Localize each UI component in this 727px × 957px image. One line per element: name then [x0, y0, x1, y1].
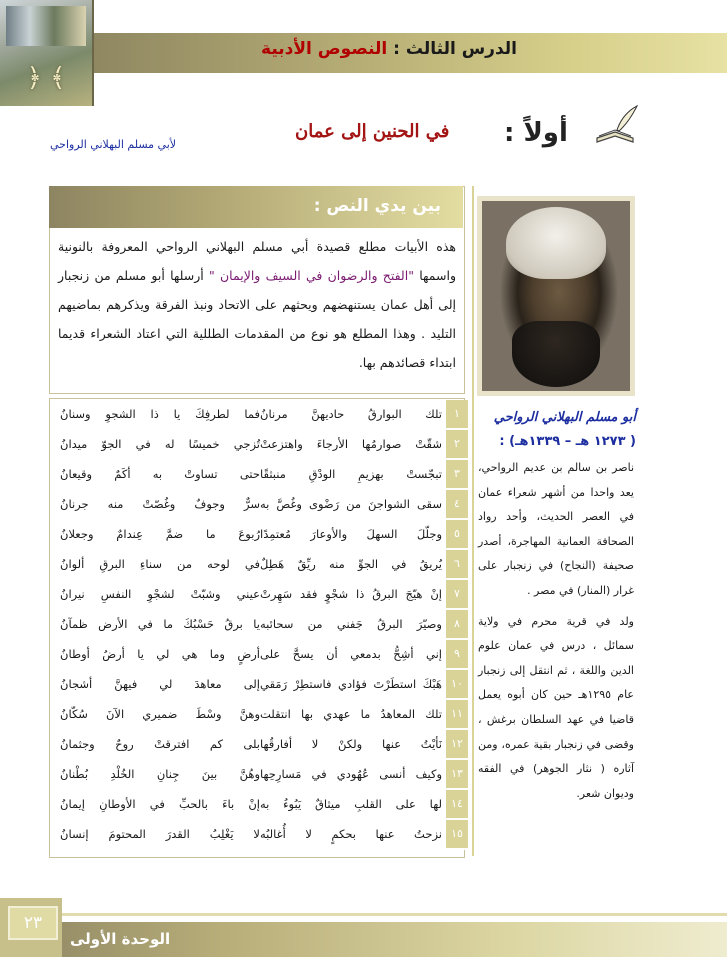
verse-number: ٥ — [446, 520, 468, 550]
poem-title: في الحنين إلى عمان — [295, 121, 450, 142]
header-thumbnail — [0, 0, 94, 106]
verse-second-hemistich: سرٌّ وجوفٌ وغُصّتْ منه جرنانُ — [60, 497, 260, 511]
lesson-prefix: الدرس الثالث : — [387, 39, 517, 59]
verse-second-hemistich: تُزجي خميسًا له في الجوّ ميدانُ — [60, 437, 260, 451]
poem-name-highlight: "الفتح والرضوان في السيف والإيمان " — [209, 268, 414, 283]
verse-second-hemistich: بلى كم افترقتْ روحٌ وجثمانُ — [60, 737, 260, 751]
verse-second-hemistich: وهنَّ وسْطَ ضميري الآنَ سُكّانُ — [60, 707, 260, 721]
verse-second-hemistich: رُبوعَ ما ضمَّ عِندامٌ وجعلانُ — [60, 527, 260, 541]
verse-first-hemistich: إني أشِحُّ بدمعي أن يسحَّ على — [260, 647, 442, 661]
footer-rule — [0, 913, 727, 916]
verse-first-hemistich: إنْ هيّجَ البرقُ ذا شجْوٍ فقد سَهِرتْ — [260, 587, 442, 601]
verse-first-hemistich: وصيّرَ البرقُ جَفني من سحائبه — [260, 617, 442, 631]
verse-first-hemistich: تلك المعاهدُ ما عهدي بها انتقلت — [260, 707, 442, 721]
verse-second-hemistich: حتى تساوتْ به أكَمٌ وقيعانُ — [60, 467, 260, 481]
verse-second-hemistich: أرضٍ وما هي لي يا أرضُ أوطانُ — [60, 647, 260, 661]
poet-photo — [482, 201, 630, 391]
poet-bio — [478, 456, 634, 806]
lesson-title — [261, 39, 517, 59]
verse-second-hemistich: فما لطرفِكَ يا ذا الشجوِ وسنانُ — [60, 407, 260, 421]
verse-number: ١١ — [446, 700, 468, 730]
verse-number: ٦ — [446, 550, 468, 580]
verse-number: ١ — [446, 400, 468, 430]
verse-first-hemistich: يُريقُ في الجوِّ منه ريِّقٌ هَطِلٌ — [260, 557, 442, 571]
verse-first-hemistich: وكيف أنسى عُهُودي في مَسارِحِها — [260, 767, 442, 781]
intro-text-a: هذه الأبيات مطلع قصيدة أبي مسلم البهلاني الرواحي المعروفة بالنونية واسمها — [58, 239, 456, 283]
thumbnail-logo: ﴿ ﴾ — [26, 63, 66, 93]
verse-second-hemistich: إنْ باءَ بالحبِّ في الأوطانِ إيمانُ — [60, 797, 260, 811]
verse-second-hemistich: يا برقُ حَسْبُكَ ما في الأرض ظمآنُ — [60, 617, 260, 631]
verse-first-hemistich: تلك البوارقُ حاديهنَّ مرنانُ — [260, 407, 442, 421]
verse-first-hemistich: وجلّلَ السهلَ والأوعارَ مُعتمِدًا — [260, 527, 442, 541]
intro-text — [58, 232, 456, 377]
poet-name: أبو مسلم البهلاني الرواحي — [493, 410, 636, 425]
verse-second-hemistich: وهُنَّ بينَ جِنانِ الخُلْدِ بُطْنانُ — [60, 767, 260, 781]
verse-number: ١٤ — [446, 790, 468, 820]
verse-first-hemistich: تبجّستْ بهزيمِ الودْقِ منبثقًا — [260, 467, 442, 481]
book-feather-icon — [591, 104, 639, 152]
page-number: ٢٣ — [8, 906, 58, 940]
verse-number: ٨ — [446, 610, 468, 640]
unit-label: الوحدة الأولى — [70, 930, 171, 948]
verse-second-hemistich: في لوحه من سناءِ البرقِ ألوانُ — [60, 557, 260, 571]
verse-number: ٩ — [446, 640, 468, 670]
bio-paragraph-1: ناصر بن سالم بن عديم الرواحي، يعد واحدا من أشهر شعراء عمان في العصر الحديث، وأحد رواد الصحافة العمانية المهاجرة، أصدر صحيفة (النجاح) في زنجبار على غرار (المنار) في مصر . — [478, 461, 634, 597]
lesson-type: النصوص الأدبية — [261, 39, 388, 59]
section-label: أولاً : — [504, 118, 568, 148]
intro-text-b: أرسلها أبو مسلم من زنجبار إلى أهل عمان يستنهضهم ويحثهم على الاتحاد ونبذ الفرقة ويذكرهم بماضيهم التليد . وهذا المطلع هو نوع من المقدمات الطللية التي اعتاد الشعراء قديما ابتداء قصائدهم بها. — [58, 268, 456, 370]
verse-first-hemistich: هَبْكَ استطَرْتَ فؤادي فاستطِرْ رَمَقي — [260, 677, 442, 691]
poet-credit: لأبي مسلم البهلاني الرواحي — [50, 138, 177, 151]
verse-number: ١٠ — [446, 670, 468, 700]
verse-number: ٤ — [446, 490, 468, 520]
verse-first-hemistich: لها على القلبِ ميثاقٌ يَبُوءُ به — [260, 797, 442, 811]
verse-second-hemistich: إلى معاهدَ لي فيهنَّ أشجانُ — [60, 677, 260, 691]
verse-number: ٧ — [446, 580, 468, 610]
verse-first-hemistich: نَأيْتُ عنها ولكنْ لا أفارقُها — [260, 737, 442, 751]
verse-second-hemistich: عيني وشبّتْ لشجْوِ النفسِ نيرانُ — [60, 587, 260, 601]
verse-second-hemistich: لا يَغْلِبُ القدرَ المحتومَ إنسانُ — [60, 827, 260, 841]
intro-heading: بين يدي النص : — [313, 196, 441, 216]
bio-paragraph-2: ولد في قرية محرم في ولاية سمائل ، درس في عمان علوم الدين واللغة ، ثم انتقل إلى زنجبار عام ١٢٩٥هـ حين كان أبوه يعمل قاضيا في عهد السلطان برغش ، وقضى في زنجبار بقية عمره، ومن آثاره ( نثار الجوهر) في الفقه وديوان شعر. — [478, 614, 634, 800]
photo-turban — [506, 207, 606, 279]
verse-number: ٢ — [446, 430, 468, 460]
photo-beard — [512, 321, 600, 387]
thumbnail-photo-strip — [6, 6, 86, 46]
verse-first-hemistich: شقّتْ صوارمُها الأرجاءَ واهتزعتْ — [260, 437, 442, 451]
verse-first-hemistich: نزحتُ عنها بحكمٍ لا أُغالبُه — [260, 827, 442, 841]
verse-number: ٣ — [446, 460, 468, 490]
verse-first-hemistich: سقى الشواجنَ من رَضْوى وغُصَّ به — [260, 497, 442, 511]
verse-number: ١٢ — [446, 730, 468, 760]
verse-number: ١٥ — [446, 820, 468, 850]
verse-number: ١٣ — [446, 760, 468, 790]
poet-dates: ( ١٢٧٣ هـ – ١٣٣٩هـ) : — [499, 434, 636, 449]
